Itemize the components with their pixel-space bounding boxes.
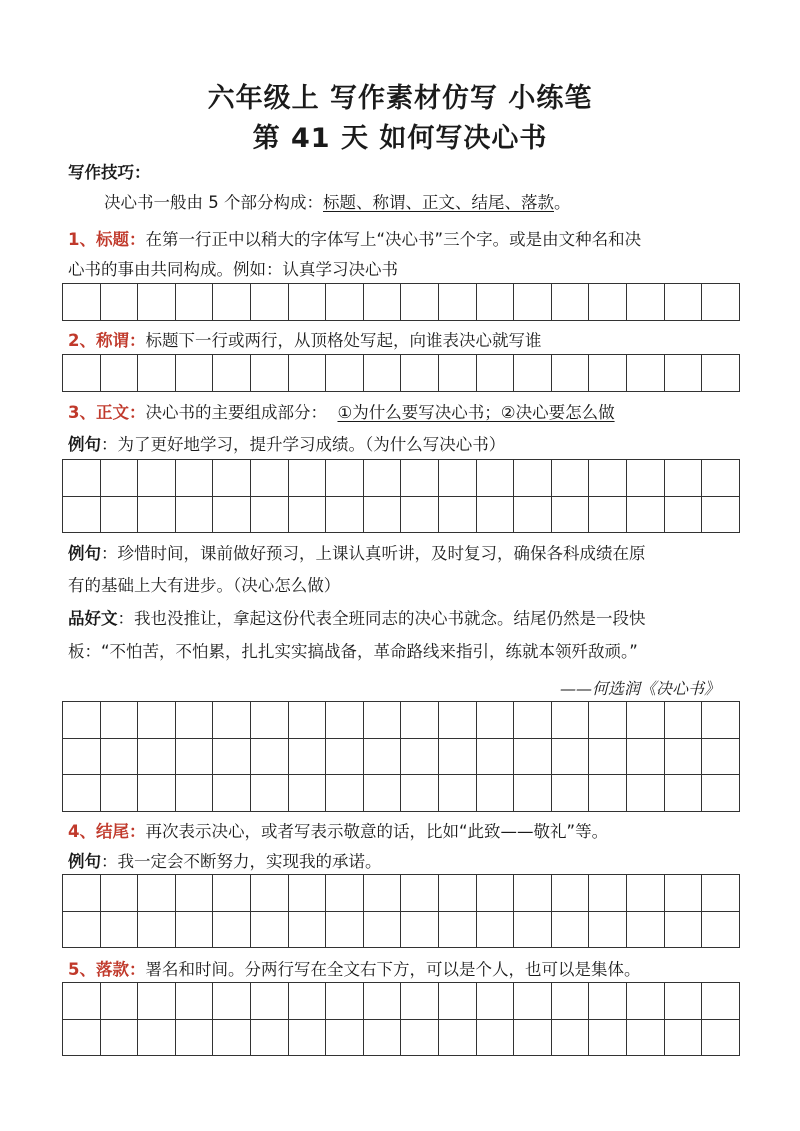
grid-cell[interactable] (514, 875, 552, 912)
grid-cell[interactable] (63, 775, 101, 812)
grid-cell[interactable] (138, 1019, 176, 1056)
grid-cell[interactable] (401, 775, 439, 812)
grid-cell[interactable] (401, 284, 439, 321)
sec5-label: 落款： (95, 960, 146, 979)
grid-cell[interactable] (326, 284, 364, 321)
grid-cell[interactable] (664, 875, 702, 912)
grid-cell[interactable] (626, 911, 664, 948)
grid-cell[interactable] (250, 983, 288, 1020)
example-label: 例句 (68, 435, 101, 454)
grid-row (63, 355, 740, 392)
grid-cell[interactable] (664, 911, 702, 948)
sec4-label: 结尾： (95, 822, 146, 841)
grid-cell[interactable] (551, 1019, 589, 1056)
grid-cell[interactable] (363, 911, 401, 948)
grid-cell[interactable] (514, 738, 552, 775)
grid-cell[interactable] (213, 738, 251, 775)
grid-cell[interactable] (175, 738, 213, 775)
grid-cell[interactable] (175, 284, 213, 321)
grid-cell[interactable] (551, 284, 589, 321)
sec1-text1: 在第一行正中以稍大的字体写上“决心书”三个字。或是由文种名和决 (145, 230, 642, 249)
grid-cell[interactable] (401, 911, 439, 948)
sec4-example (68, 851, 382, 873)
sec1-number: 1、 (68, 230, 96, 249)
grid-cell[interactable] (626, 738, 664, 775)
grid-cell[interactable] (401, 355, 439, 392)
intro-end: 。 (554, 193, 571, 212)
grid-cell[interactable] (476, 738, 514, 775)
grid-cell[interactable] (551, 460, 589, 497)
grid-cell[interactable] (100, 738, 138, 775)
sec1-line2: 心书的事由共同构成。例如：认真学习决心书 (68, 260, 398, 279)
grid-cell[interactable] (702, 775, 740, 812)
grid-row (63, 1019, 740, 1056)
grid-cell[interactable] (476, 496, 514, 533)
grid-cell[interactable] (63, 702, 101, 739)
grid-cell[interactable] (213, 775, 251, 812)
writing-grid-4[interactable] (62, 701, 740, 812)
grid-cell[interactable] (514, 460, 552, 497)
grid-cell[interactable] (589, 284, 627, 321)
grid-cell[interactable] (363, 983, 401, 1020)
grid-cell[interactable] (514, 702, 552, 739)
grid-cell[interactable] (138, 911, 176, 948)
sec4-number: 4、 (68, 822, 96, 841)
sec5-line (68, 959, 640, 981)
grid-cell[interactable] (288, 738, 326, 775)
grid-cell[interactable] (551, 738, 589, 775)
grid-cell[interactable] (401, 702, 439, 739)
sec4-line (68, 821, 608, 843)
writing-grid-1[interactable] (62, 283, 740, 321)
example2-label: 例句 (68, 544, 101, 563)
grid-cell[interactable] (100, 983, 138, 1020)
grid-cell[interactable] (438, 1019, 476, 1056)
grid-cell[interactable] (664, 284, 702, 321)
grid-row (63, 460, 740, 497)
grid-cell[interactable] (702, 875, 740, 912)
grid-cell[interactable] (100, 496, 138, 533)
grid-cell[interactable] (626, 460, 664, 497)
grid-cell[interactable] (476, 1019, 514, 1056)
sec2-text: 标题下一行或两行，从顶格处写起，向谁表决心就写谁 (145, 331, 542, 350)
grid-cell[interactable] (589, 775, 627, 812)
grid-cell[interactable] (175, 355, 213, 392)
writing-grid-3[interactable] (62, 459, 740, 533)
grid-cell[interactable] (363, 702, 401, 739)
grid-cell[interactable] (476, 775, 514, 812)
grid-cell[interactable] (438, 983, 476, 1020)
grid-cell[interactable] (250, 284, 288, 321)
grid-cell[interactable] (551, 775, 589, 812)
grid-cell[interactable] (63, 911, 101, 948)
grid-cell[interactable] (138, 460, 176, 497)
good-text-line2: 板：“不怕苦，不怕累，扎扎实实搞战备，革命路线来指引，练就本领歼敌顽。” (68, 642, 638, 661)
grid-cell[interactable] (175, 775, 213, 812)
grid-cell[interactable] (288, 355, 326, 392)
grid-cell[interactable] (326, 983, 364, 1020)
grid-cell[interactable] (438, 775, 476, 812)
grid-cell[interactable] (702, 284, 740, 321)
good-text-source: ——何选润《决心书》 (559, 679, 720, 698)
sec5-number: 5、 (68, 960, 96, 979)
grid-cell[interactable] (589, 702, 627, 739)
grid-cell[interactable] (514, 983, 552, 1020)
grid-row (63, 875, 740, 912)
grid-cell[interactable] (326, 460, 364, 497)
grid-cell[interactable] (589, 496, 627, 533)
grid-cell[interactable] (626, 355, 664, 392)
grid-cell[interactable] (288, 983, 326, 1020)
grid-cell[interactable] (63, 460, 101, 497)
grid-cell[interactable] (514, 775, 552, 812)
grid-cell[interactable] (664, 775, 702, 812)
example-text: ：为了更好地学习，提升学习成绩。（为什么写决心书） (101, 435, 506, 454)
skills-label: 写作技巧： (68, 163, 151, 182)
grid-cell[interactable] (175, 911, 213, 948)
grid-cell[interactable] (326, 496, 364, 533)
writing-grid-6[interactable] (62, 982, 740, 1056)
grid-cell[interactable] (63, 1019, 101, 1056)
grid-cell[interactable] (702, 911, 740, 948)
grid-cell[interactable] (63, 284, 101, 321)
grid-row (63, 284, 740, 321)
grid-cell[interactable] (288, 460, 326, 497)
sec2-line (68, 330, 541, 352)
grid-cell[interactable] (138, 496, 176, 533)
sec4-example-text: ：我一定会不断努力，实现我的承诺。 (101, 852, 382, 871)
grid-cell[interactable] (476, 460, 514, 497)
grid-cell[interactable] (363, 775, 401, 812)
sec3-underlined: ①为什么要写决心书；②决心要怎么做 (337, 403, 615, 422)
grid-cell[interactable] (401, 875, 439, 912)
grid-cell[interactable] (514, 911, 552, 948)
page-title: 六年级上 写作素材仿写 小练笔 (207, 83, 593, 114)
grid-cell[interactable] (288, 702, 326, 739)
grid-cell[interactable] (702, 983, 740, 1020)
grid-cell[interactable] (401, 983, 439, 1020)
grid-cell[interactable] (589, 911, 627, 948)
grid-cell[interactable] (250, 775, 288, 812)
grid-cell[interactable] (514, 496, 552, 533)
grid-cell[interactable] (326, 875, 364, 912)
grid-cell[interactable] (626, 702, 664, 739)
grid-cell[interactable] (138, 983, 176, 1020)
grid-cell[interactable] (326, 702, 364, 739)
grid-cell[interactable] (589, 460, 627, 497)
sec3-line (68, 402, 615, 424)
grid-cell[interactable] (326, 738, 364, 775)
grid-cell[interactable] (138, 702, 176, 739)
grid-cell[interactable] (63, 738, 101, 775)
grid-cell[interactable] (100, 702, 138, 739)
grid-cell[interactable] (250, 875, 288, 912)
writing-grid-2[interactable] (62, 354, 740, 392)
grid-cell[interactable] (476, 983, 514, 1020)
intro-parts: 标题、称谓、正文、结尾、落款 (323, 193, 554, 212)
grid-row (63, 775, 740, 812)
sec3-example2-line2: 有的基础上大有进步。（决心怎么做） (68, 576, 341, 595)
grid-cell[interactable] (138, 738, 176, 775)
grid-cell[interactable] (175, 460, 213, 497)
grid-cell[interactable] (551, 702, 589, 739)
grid-cell[interactable] (138, 355, 176, 392)
grid-cell[interactable] (250, 496, 288, 533)
grid-cell[interactable] (702, 1019, 740, 1056)
grid-cell[interactable] (401, 496, 439, 533)
grid-cell[interactable] (363, 1019, 401, 1056)
grid-cell[interactable] (213, 460, 251, 497)
grid-cell[interactable] (664, 983, 702, 1020)
grid-cell[interactable] (100, 460, 138, 497)
grid-cell[interactable] (589, 355, 627, 392)
grid-cell[interactable] (664, 355, 702, 392)
grid-cell[interactable] (626, 496, 664, 533)
grid-cell[interactable] (288, 775, 326, 812)
grid-cell[interactable] (664, 702, 702, 739)
grid-cell[interactable] (438, 496, 476, 533)
grid-cell[interactable] (326, 911, 364, 948)
grid-cell[interactable] (175, 1019, 213, 1056)
good-text1: ：我也没推让，拿起这份代表全班同志的决心书就念。结尾仍然是一段快 (117, 609, 646, 628)
grid-cell[interactable] (514, 284, 552, 321)
intro-lead: 决心书一般由 5 个部分构成： (104, 193, 323, 212)
grid-cell[interactable] (702, 702, 740, 739)
grid-cell[interactable] (438, 738, 476, 775)
grid-cell[interactable] (363, 284, 401, 321)
sec3-number: 3、 (68, 403, 96, 422)
grid-cell[interactable] (702, 460, 740, 497)
grid-cell[interactable] (363, 738, 401, 775)
grid-cell[interactable] (288, 911, 326, 948)
grid-cell[interactable] (438, 911, 476, 948)
grid-cell[interactable] (401, 1019, 439, 1056)
grid-cell[interactable] (438, 284, 476, 321)
grid-cell[interactable] (514, 355, 552, 392)
intro-text (104, 192, 571, 214)
grid-cell[interactable] (401, 460, 439, 497)
grid-cell[interactable] (213, 355, 251, 392)
grid-cell[interactable] (702, 738, 740, 775)
grid-cell[interactable] (63, 355, 101, 392)
grid-cell[interactable] (589, 1019, 627, 1056)
grid-cell[interactable] (138, 284, 176, 321)
grid-row (63, 911, 740, 948)
grid-cell[interactable] (476, 875, 514, 912)
grid-cell[interactable] (589, 875, 627, 912)
grid-cell[interactable] (213, 1019, 251, 1056)
grid-cell[interactable] (626, 284, 664, 321)
grid-cell[interactable] (326, 1019, 364, 1056)
grid-cell[interactable] (438, 460, 476, 497)
grid-cell[interactable] (100, 875, 138, 912)
grid-cell[interactable] (514, 1019, 552, 1056)
grid-cell[interactable] (213, 911, 251, 948)
grid-cell[interactable] (213, 496, 251, 533)
grid-cell[interactable] (250, 355, 288, 392)
grid-cell[interactable] (288, 1019, 326, 1056)
grid-cell[interactable] (250, 911, 288, 948)
page-subtitle: 第 41 天 如何写决心书 (252, 123, 548, 154)
grid-cell[interactable] (326, 355, 364, 392)
grid-cell[interactable] (626, 875, 664, 912)
grid-cell[interactable] (63, 983, 101, 1020)
grid-cell[interactable] (175, 702, 213, 739)
grid-cell[interactable] (63, 875, 101, 912)
grid-cell[interactable] (100, 1019, 138, 1056)
grid-cell[interactable] (589, 738, 627, 775)
grid-cell[interactable] (551, 875, 589, 912)
grid-row (63, 496, 740, 533)
grid-cell[interactable] (213, 702, 251, 739)
grid-cell[interactable] (476, 284, 514, 321)
grid-cell[interactable] (476, 702, 514, 739)
grid-cell[interactable] (626, 1019, 664, 1056)
sec3-lead: 决心书的主要组成部分： (145, 403, 327, 422)
grid-cell[interactable] (363, 355, 401, 392)
grid-cell[interactable] (438, 702, 476, 739)
grid-cell[interactable] (626, 983, 664, 1020)
grid-cell[interactable] (175, 875, 213, 912)
grid-cell[interactable] (363, 460, 401, 497)
sec3-example2-line1 (68, 543, 646, 565)
sec1-line1 (68, 229, 641, 251)
grid-row (63, 983, 740, 1020)
grid-cell[interactable] (138, 775, 176, 812)
grid-cell[interactable] (363, 875, 401, 912)
grid-cell[interactable] (551, 496, 589, 533)
grid-cell[interactable] (401, 738, 439, 775)
grid-cell[interactable] (63, 496, 101, 533)
grid-cell[interactable] (438, 355, 476, 392)
good-label: 品好文 (68, 609, 118, 628)
grid-cell[interactable] (250, 1019, 288, 1056)
grid-cell[interactable] (100, 355, 138, 392)
sec2-label: 称谓： (95, 331, 146, 350)
grid-cell[interactable] (551, 355, 589, 392)
sec5-text: 署名和时间。分两行写在全文右下方，可以是个人，也可以是集体。 (145, 960, 641, 979)
grid-row (63, 702, 740, 739)
grid-row (63, 738, 740, 775)
sec4-example-label: 例句 (68, 852, 101, 871)
sec2-number: 2、 (68, 331, 96, 350)
grid-cell[interactable] (100, 911, 138, 948)
grid-cell[interactable] (138, 875, 176, 912)
grid-cell[interactable] (551, 983, 589, 1020)
sec1-label: 标题： (95, 230, 146, 249)
grid-cell[interactable] (288, 284, 326, 321)
writing-grid-5[interactable] (62, 874, 740, 948)
grid-cell[interactable] (100, 775, 138, 812)
grid-cell[interactable] (100, 284, 138, 321)
grid-cell[interactable] (626, 775, 664, 812)
grid-cell[interactable] (551, 911, 589, 948)
sec3-label: 正文： (95, 403, 146, 422)
grid-cell[interactable] (664, 496, 702, 533)
grid-cell[interactable] (363, 496, 401, 533)
grid-cell[interactable] (326, 775, 364, 812)
grid-cell[interactable] (664, 1019, 702, 1056)
grid-cell[interactable] (175, 496, 213, 533)
grid-cell[interactable] (250, 702, 288, 739)
good-text-line1 (68, 608, 646, 630)
grid-cell[interactable] (175, 983, 213, 1020)
grid-cell[interactable] (213, 983, 251, 1020)
grid-cell[interactable] (589, 983, 627, 1020)
grid-cell[interactable] (213, 875, 251, 912)
sec4-text: 再次表示决心，或者写表示敬意的话，比如“此致——敬礼”等。 (145, 822, 609, 841)
grid-cell[interactable] (702, 355, 740, 392)
grid-cell[interactable] (213, 284, 251, 321)
sec3-example (68, 434, 505, 456)
grid-cell[interactable] (476, 355, 514, 392)
grid-cell[interactable] (250, 738, 288, 775)
grid-cell[interactable] (664, 460, 702, 497)
grid-cell[interactable] (288, 875, 326, 912)
grid-cell[interactable] (250, 460, 288, 497)
grid-cell[interactable] (438, 875, 476, 912)
grid-cell[interactable] (702, 496, 740, 533)
grid-cell[interactable] (288, 496, 326, 533)
example2-text1: ：珍惜时间，课前做好预习，上课认真听讲，及时复习，确保各科成绩在原 (101, 544, 646, 563)
grid-cell[interactable] (476, 911, 514, 948)
grid-cell[interactable] (664, 738, 702, 775)
